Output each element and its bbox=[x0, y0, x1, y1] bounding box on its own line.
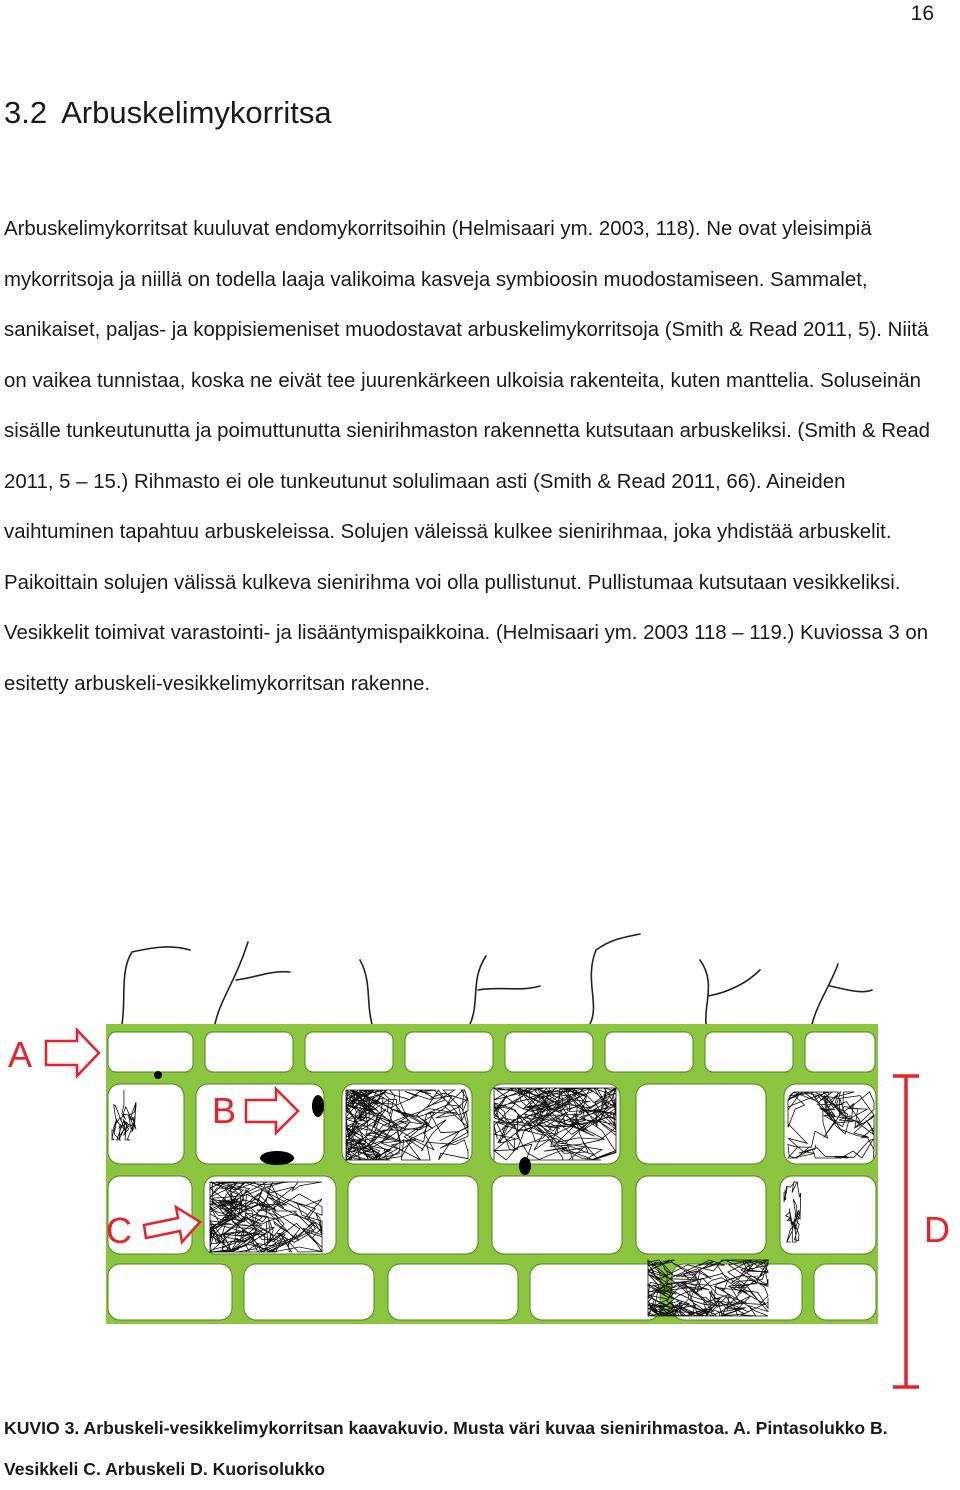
figure-caption: KUVIO 3. Arbuskeli-vesikkelimykorritsan kaavakuvio. Musta väri kuvaa sienirihmastoa. A. Pintasolukko B. Vesikkeli C. Arbuskeli D. Kuorisolukko bbox=[4, 1418, 888, 1479]
plant-cell bbox=[205, 1032, 293, 1072]
plant-cell bbox=[636, 1176, 766, 1254]
plant-cell bbox=[108, 1264, 232, 1320]
section-title: Arbuskelimykorritsa bbox=[61, 95, 332, 130]
external-hyphae bbox=[215, 942, 290, 1024]
plant-cell bbox=[348, 1176, 478, 1254]
plant-cell bbox=[505, 1032, 593, 1072]
external-hyphae bbox=[470, 956, 540, 1024]
label-b-text: B bbox=[212, 1090, 237, 1131]
external-hyphae bbox=[700, 960, 760, 1024]
plant-cell bbox=[388, 1264, 518, 1320]
external-hyphae bbox=[360, 960, 372, 1024]
external-hyphae bbox=[122, 947, 190, 1024]
plant-cell bbox=[705, 1032, 793, 1072]
plant-cell bbox=[405, 1032, 493, 1072]
arrow-right-icon bbox=[46, 1030, 99, 1076]
external-hyphae bbox=[590, 934, 640, 1024]
page-number: 16 bbox=[910, 2, 934, 25]
vesicle bbox=[312, 1095, 324, 1117]
label-d bbox=[893, 1076, 950, 1387]
plant-cell bbox=[530, 1264, 660, 1320]
plant-cell bbox=[805, 1032, 875, 1072]
label-a-text: A bbox=[8, 1034, 33, 1075]
vesicle bbox=[260, 1151, 294, 1165]
vesicle bbox=[519, 1157, 531, 1175]
plant-cell bbox=[492, 1176, 622, 1254]
label-c-text: C bbox=[106, 1210, 132, 1251]
section-number: 3.2 bbox=[4, 95, 48, 130]
body-paragraph: Arbuskelimykorritsat kuuluvat endomykorritsoihin (Helmisaari ym. 2003, 118). Ne ovat yleisimpiä mykorritsoja ja niillä on todella laaja valikoima kasveja symbioosin muodostamiseen. Sammalet, sanikaiset, paljas- ja koppisiemeniset muodostavat arbuskelimykorritsoja (Smith & Read 2011, 5). Niitä on vaikea tunnistaa, koska ne eivät tee juurenkärkeen ulkoisia rakenteita, kuten manttelia. Soluseinän sisälle tunkeutunutta ja poimuttunutta sienirihmaston rakennetta kutsutaan arbuskeliksi. (Smith & Read 2011, 5 – 15.) Rihmasto ei ole tunkeutunut solulimaan asti (Smith & Read 2011, 66). Aineiden vaihtuminen tapahtuu arbuskeleissa. Solujen väleissä kulkee sienirihmaa, joka yhdistää arbuskelit. Paikoittain solujen välissä kulkeva sienirihma voi olla pullistunut. Pullistumaa kutsutaan vesikkeliksi. Vesikkelit toimivat varastointi- ja lisääntymispaikkoina. (Helmisaari ym. 2003 118 – 119.) Kuviossa 3 on esitetty arbuskeli-vesikkelimykorritsan rakenne. bbox=[4, 218, 931, 695]
plant-cell bbox=[605, 1032, 693, 1072]
external-hyphae bbox=[812, 964, 872, 1024]
plant-cell bbox=[305, 1032, 393, 1072]
label-d-text: D bbox=[924, 1209, 950, 1250]
mycorrhiza-diagram bbox=[0, 920, 960, 1400]
section-heading bbox=[4, 95, 332, 131]
plant-cell bbox=[108, 1032, 193, 1072]
vesicle bbox=[154, 1071, 162, 1079]
plant-cell bbox=[636, 1084, 766, 1164]
bracket-icon bbox=[893, 1076, 919, 1387]
label-a bbox=[8, 1030, 99, 1076]
plant-cell bbox=[814, 1264, 876, 1320]
plant-cell bbox=[244, 1264, 374, 1320]
